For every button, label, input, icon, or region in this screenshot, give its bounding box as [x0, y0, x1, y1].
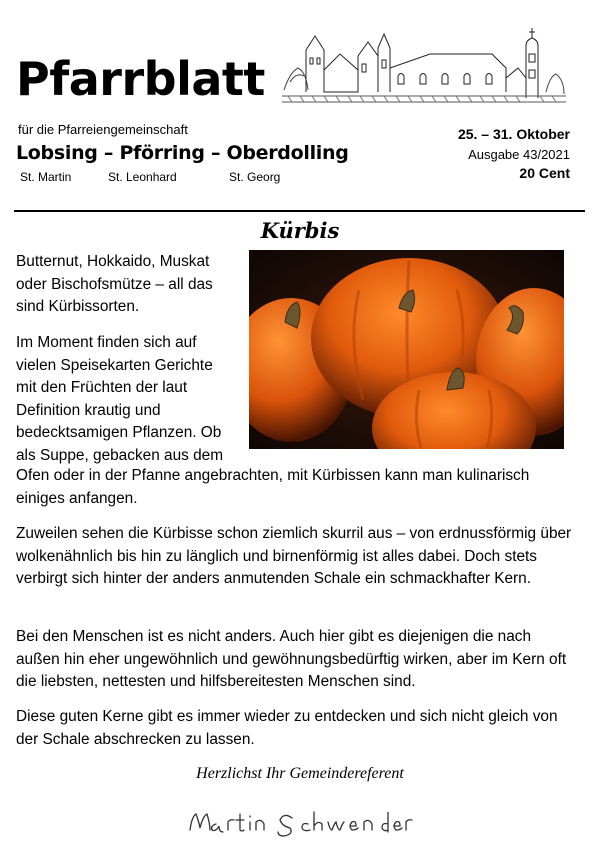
masthead-subtitle: für die Pfarreiengemeinschaft	[18, 122, 188, 137]
paragraph-1: Butternut, Hokkaido, Muskat oder Bischofsmütze – all das sind Kürbissorten.	[16, 253, 213, 315]
paragraph-5: Diese guten Kerne gibt es immer wieder zu entdecken und sich nicht gleich von der Schale abschrecken zu lassen.	[16, 708, 558, 748]
masthead-title: Pfarrblatt	[16, 52, 265, 106]
pumpkins-photo	[249, 250, 564, 449]
paragraph-3: Zuweilen sehen die Kürbisse schon ziemlich skurril aus – von erdnussförmig über wolkenähnlich bis hin zu länglich und birnenförmig ist alles dabei. Doch stets verbirgt sich hinter der anders anmutenden Schale ein schmackhafter Kern.	[16, 525, 572, 587]
date-range: 25. – 31. Oktober	[457, 126, 570, 142]
closing-line: Herzlichst Ihr Gemeindereferent	[196, 765, 404, 782]
parish-names: Lobsing – Pförring – Oberdolling	[16, 142, 349, 164]
article-headline: Kürbis	[260, 218, 340, 243]
saint-martin: St. Martin	[20, 170, 72, 184]
header-divider	[14, 210, 585, 212]
church-illustration	[280, 20, 568, 108]
paragraph-4: Bei den Menschen ist es nicht anders. Auch hier gibt es diejenigen die nach außen hin eher ungewöhnlich und gewöhnungsbedürftig wirken, aber im Kern oft die liebsten, nettesten und hilfsbereitesten Menschen sind.	[16, 628, 567, 690]
signature	[186, 800, 416, 842]
paragraph-2-continued: Ofen oder in der Pfanne angebrachten, mit Kürbissen kann man kulinarisch einiges anfangen.	[16, 467, 530, 507]
saint-georg: St. Georg	[229, 170, 281, 184]
price: 20 Cent	[519, 165, 570, 181]
paragraph-2: Im Moment finden sich auf vielen Speisekarten Gerichte mit den Früchten der laut Definition krautig und bedecktsamigen Pflanzen. Ob als Suppe, gebacken aus dem	[16, 334, 224, 464]
issue-number: Ausgabe 43/2021	[468, 147, 570, 162]
saint-leonhard: St. Leonhard	[108, 170, 177, 184]
